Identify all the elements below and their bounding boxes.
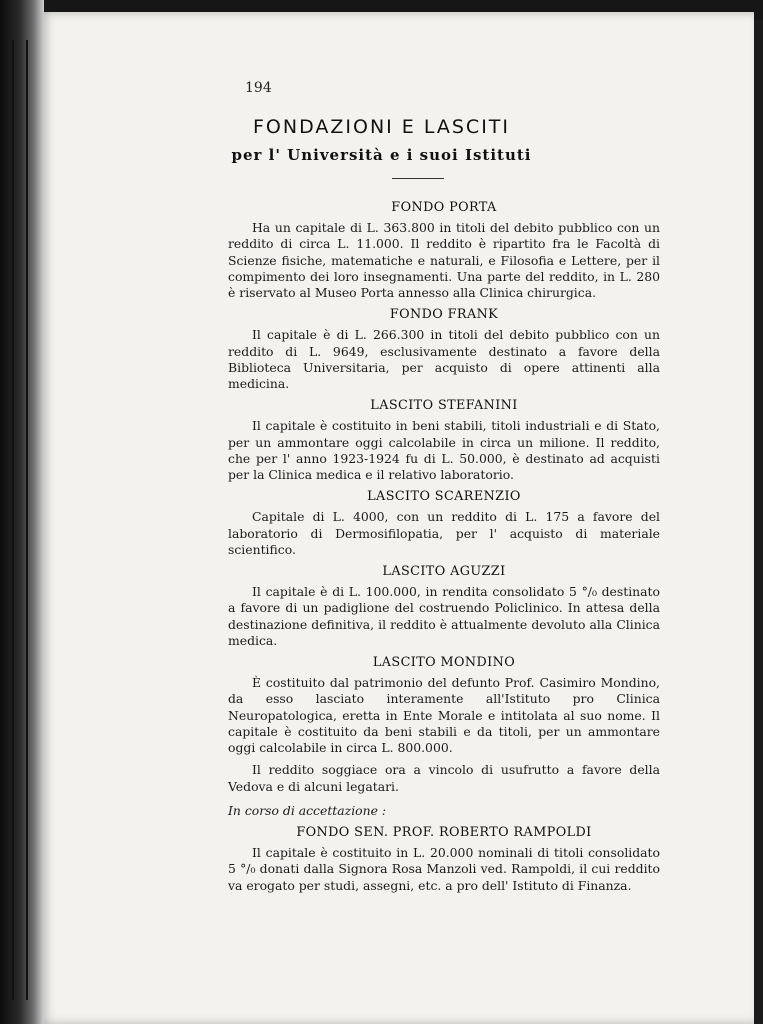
book-spine [0, 0, 44, 1024]
pending-label: In corso di accettazione : [228, 802, 387, 818]
section-heading: LASCITO STEFANINI [370, 398, 518, 414]
section-paragraph: Il capitale è costituito in beni stabili, titoli industriali e di Stato, per un ammontare oggi calcolabile in circa un milione. Il reddito, che per l' anno 1923-1924 fu di L. 50.000, è destinato ad acquisti per la Clinica medica e il relativo laboratorio. [228, 418, 660, 483]
section-heading: FONDO PORTA [391, 200, 497, 215]
page-number: 194 [245, 80, 272, 96]
spine-stripe [12, 40, 14, 1000]
section-paragraph: Ha un capitale di L. 363.800 in titoli del debito pubblico con un reddito di circa L. 11.000. Il reddito è ripartito fra le Facoltà di Scienze fisiche, matematiche e naturali, e Filosofia e Lettere, per il compimento dei loro insegnamenti. Una parte del reddito, in L. 280 è riservato al Museo Porta annesso alla Clinica chirurgica. [228, 220, 660, 301]
document-body [228, 200, 660, 900]
section-paragraph: Il capitale è costituito in L. 20.000 nominali di titoli consolidato 5 °/₀ donati dalla Signora Rosa Manzoli ved. Rampoldi, il cui reddito va erogato per studi, assegni, etc. a pro dell' Istituto di Finanza. [228, 845, 660, 893]
section-heading: LASCITO MONDINO [372, 655, 516, 671]
page-subtitle: per l' Università e i suoi Istituti [231, 146, 532, 164]
section-heading: LASCITO AGUZZI [382, 564, 506, 580]
section-paragraph: Il reddito soggiace ora a vincolo di usufrutto a favore della Vedova e di alcuni legatari. [228, 762, 660, 794]
section-lascito-aguzzi [228, 564, 660, 649]
section-paragraph: Il capitale è di L. 100.000, in rendita consolidato 5 °/₀ destinato a favore di un padiglione del costruendo Policlinico. In attesa della destinazione definitiva, il reddito è attualmente devoluto alla Clinica medica. [228, 584, 660, 648]
section-paragraph: Capitale di L. 4000, con un reddito di L. 175 a favore del laboratorio di Dermosifilopatia, per l' acquisto di materiale scientifico. [228, 509, 660, 557]
section-heading: LASCITO SCARENZIO [367, 489, 521, 505]
section-paragraph: È costituito dal patrimonio del defunto Prof. Casimiro Mondino, da esso lasciato interamente all'Istituto pro Clinica Neuropatologica, eretta in Ente Morale e intitolata al suo nome. Il capitale è costituito da beni stabili e da titoli, per un ammontare oggi calcolabile in circa L. 800.000. [228, 675, 660, 756]
section-lascito-scarenzio [228, 489, 660, 558]
section-heading: FONDO SEN. PROF. ROBERTO RAMPOLDI [296, 824, 592, 840]
spine-stripe [26, 40, 28, 1000]
section-lascito-stefanini [228, 398, 660, 483]
page-title: FONDAZIONI E LASCITI [252, 116, 511, 138]
section-paragraph: Il capitale è di L. 266.300 in titoli del debito pubblico con un reddito di L. 9649, esclusivamente destinato a favore della Biblioteca Universitaria, per acquisto di opere attinenti alla medicina. [228, 327, 660, 392]
section-heading: FONDO FRANK [389, 307, 499, 323]
section-fondo-porta [228, 200, 660, 301]
section-fondo-frank [228, 307, 660, 392]
section-lascito-mondino [228, 655, 660, 795]
title-divider [392, 178, 444, 179]
section-fondo-rampoldi [228, 825, 660, 894]
